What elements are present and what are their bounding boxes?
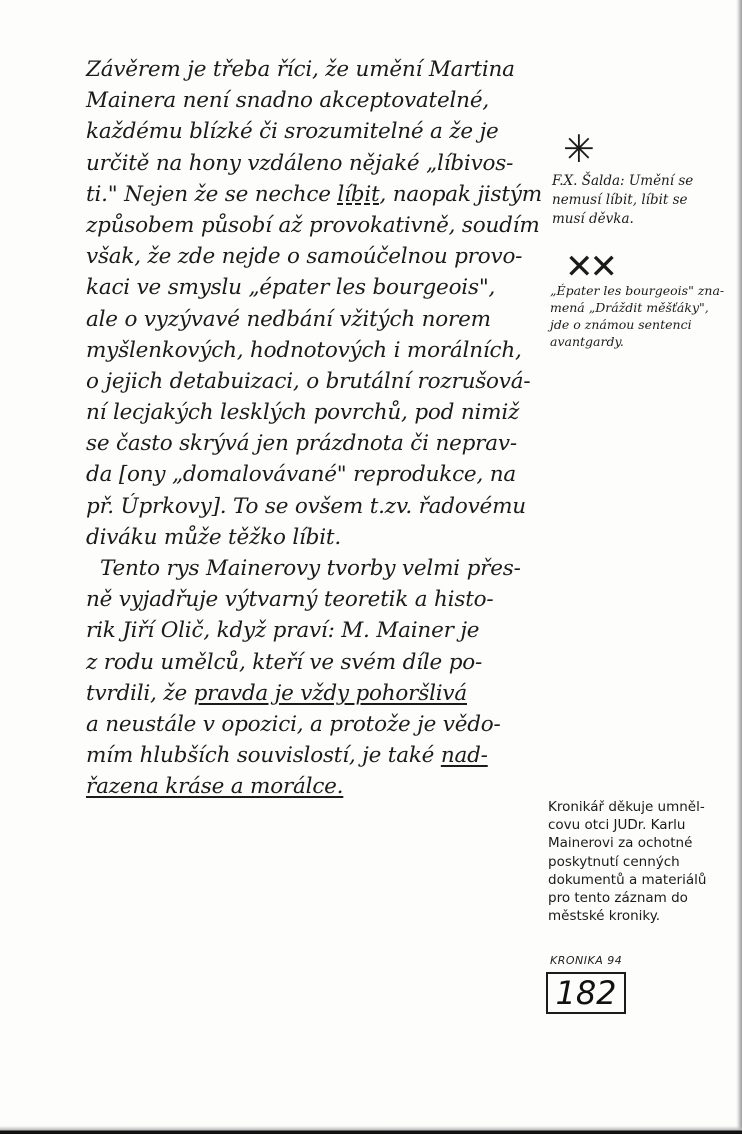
chronicler-note-line: Mainerovi za ochotné: [548, 835, 693, 852]
footnote-1-line: nemusí líbit, líbit se: [552, 192, 688, 208]
text-line-4: určitě na hony vzdáleno nějaké „líbivos-: [86, 150, 514, 176]
text-line-16: diváku může těžko líbit.: [86, 524, 341, 550]
binding-edge-shadow: [736, 0, 742, 1134]
footnote-2-line: avantgardy.: [550, 334, 624, 349]
footnote-1-line: musí děvka.: [552, 211, 634, 227]
text-line-19: rik Jiří Olič, když praví: M. Mainer je: [86, 618, 480, 644]
main-handwritten-text: [86, 54, 546, 803]
text-line-10: myšlenkových, hodnotových i morálních,: [86, 337, 522, 363]
text-line-18: ně vyjadřuje výtvarný teoretik a histo-: [86, 587, 494, 613]
text-line-22: a neustále v opozici, a protože je vědo-: [86, 711, 501, 737]
footnote-2-line: mená „Dráždit měšťáky",: [550, 300, 709, 315]
chronicler-note-line: Kronikář děkuje umněl-: [548, 799, 705, 815]
text-line-2: Mainera není snadno akceptovatelné,: [86, 88, 489, 114]
underlined-quote: pravda je vždy pohoršlivá: [193, 680, 467, 706]
text-line-12: ní lecjakých lesklých povrchů, pod nimiž: [86, 400, 520, 426]
text-line-15: př. Úprkovy]. To se ovšem t.zv. řadovému: [86, 493, 526, 519]
page-bottom-edge: [0, 1126, 742, 1134]
text-line-1: Závěrem je třeba říci, že umění Martina: [86, 57, 515, 82]
chronicler-acknowledgement: [548, 798, 734, 925]
text-line-6: způsobem působí až provokativně, soudím: [86, 212, 540, 238]
text-line-21: [86, 678, 546, 709]
footnote-2: [550, 282, 736, 350]
chronicle-year-label: KRONIKA 94: [550, 954, 623, 967]
footnote-2-line: „Épater les bourgeois" zna-: [550, 283, 725, 298]
chronicler-note-line: covu otci JUDr. Karlu: [548, 817, 686, 834]
text-line-11: o jejich detabuizaci, o brutální rozrušová-: [86, 368, 531, 394]
text-line-23: [86, 740, 546, 771]
underlined-nad: nad-: [440, 743, 488, 769]
chronicler-note-line: dokumentů a materiálů: [548, 871, 707, 888]
text-line-8: kaci ve smyslu „épater les bourgeois",: [86, 275, 496, 301]
footnote-asterisk-icon: ✳: [563, 127, 595, 171]
text-line-20: z rodu umělců, kteří ve svém díle po-: [86, 649, 483, 675]
text-line-23-start: mím hlubších souvislostí, je také: [86, 743, 441, 769]
text-line-21-start: tvrdili, že: [86, 680, 194, 706]
chronicler-note-line: městské kroniky.: [548, 908, 661, 925]
chronicler-note-line: poskytnutí cenných: [548, 853, 680, 870]
text-line-3: každému blízké či srozumitelné a že je: [86, 119, 499, 145]
footnote-2-line: jde o známou sentenci: [550, 317, 692, 332]
text-line-14: da [ony „domalovávané" reprodukce, na: [86, 462, 516, 488]
dashed-underlined-word: líbit: [337, 181, 380, 207]
text-line-13: se často skrývá jen prázdnota či neprav-: [86, 431, 517, 457]
chronicler-note-line: pro tento záznam do: [548, 890, 688, 907]
text-line-17: Tento rys Mainerovy tvorby velmi přes-: [100, 556, 521, 581]
text-line-5: ti." Nejen že se nechce líbit, naopak jistým: [86, 181, 542, 207]
footnote-double-cross-icon: ✕✕: [565, 247, 614, 287]
footnote-1-line: F.X. Šalda: Umění se: [552, 173, 694, 189]
footnote-1: [552, 172, 732, 229]
text-line-9: ale o vyzývavé nedbání vžitých norem: [86, 306, 491, 332]
text-line-7: však, že zde nejde o samoúčelnou provo-: [86, 244, 523, 270]
underlined-closing: řazena kráse a morálce.: [86, 774, 344, 800]
text-line-24: [86, 771, 546, 802]
page-number-box: 182: [546, 972, 626, 1014]
